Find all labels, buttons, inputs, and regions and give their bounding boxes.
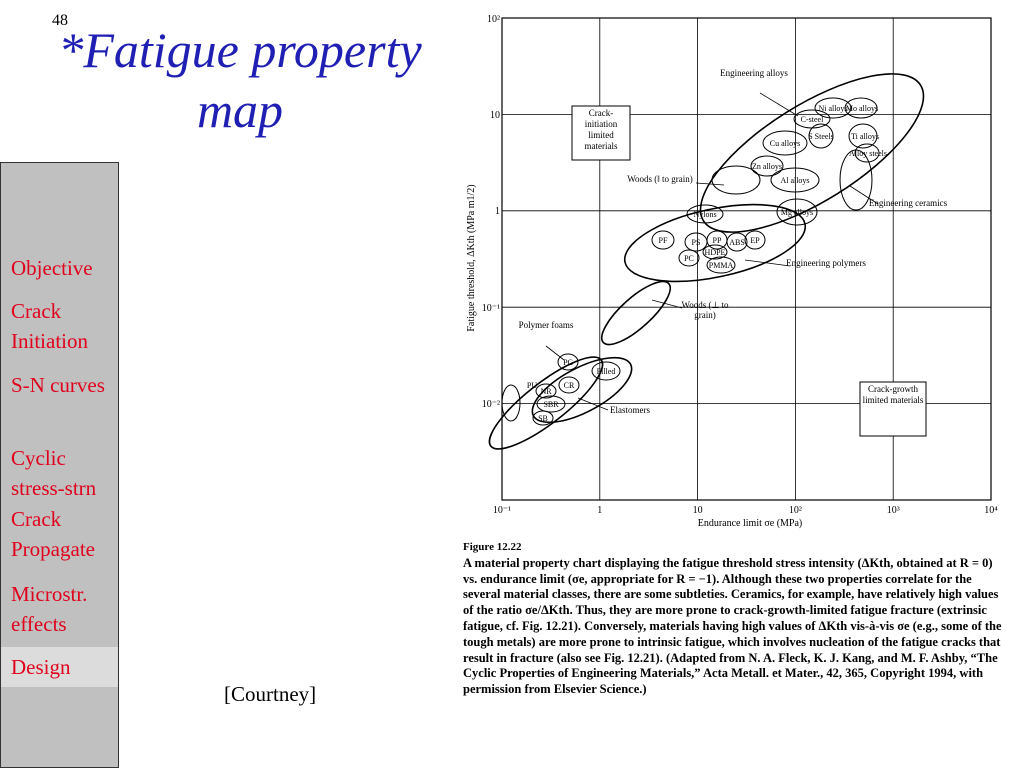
figure-caption-text: A material property chart displaying the fatigue threshold stress intensity (ΔKth, obtained at R = 0) vs. endurance limit (σe, appropriate for R = −1). Although these two properties correlate for the several material classes, there are some subtleties. Ceramics, for example, have relatively high values of the ratio σe/ΔKth. Thus, they are more prone to crack-growth-limited fatigue fracture (extrinsic fatigue, cf. Fig. 12.21). Conversely, materials having high values of ΔKth vis-à-vis σe (e.g., some of the tough metals) are more prone to intrinsic fatigue, which involves nucleation of the fatigue cracks that result in fracture (also see Fig. 12.21). (Adapted from N. A. Fleck, K. J. Kang, and M. F. Ashby, “The Cyclic Properties of Engineering Materials,” Acta Metall. et Mater., 42, 365, Copyright 1994, with permission from Elsevier Science.) — [463, 555, 1002, 697]
y-tick-label: 10 — [490, 110, 500, 121]
sidebar-item-crack-propagate[interactable]: Crack Propagate — [11, 507, 95, 561]
sidebar-item-objective[interactable]: Objective — [11, 256, 93, 280]
x-tick-label: 10² — [788, 505, 802, 516]
figure-caption — [463, 540, 1008, 698]
crack-growth-box-label: Crack-growth limited materials — [862, 384, 924, 405]
material-label: S Steels — [808, 132, 834, 141]
material-label: Ti alloys — [851, 132, 879, 141]
figure-label: Figure 12.22 — [463, 541, 522, 553]
x-tick-label: 10 — [692, 505, 703, 516]
material-label: PF — [658, 236, 668, 245]
y-tick-label: 1 — [495, 206, 500, 217]
annotation-engineering-polymers: Engineering polymers — [786, 258, 866, 268]
material-label: Cu alloys — [769, 139, 801, 148]
woods-perp-envelope — [593, 272, 678, 353]
x-axis-label: Endurance limit σe (MPa) — [697, 518, 803, 529]
annotation-woods-parallel: Woods (‖ to grain) — [627, 174, 693, 184]
material-label: PC — [684, 254, 694, 263]
material-label: Ni alloys — [818, 104, 848, 113]
material-label: Nylons — [693, 210, 717, 219]
x-tick-labels — [493, 505, 998, 516]
material-bubble — [502, 385, 520, 421]
material-label: Zn alloys — [752, 162, 782, 171]
material-label: HDPE — [704, 248, 726, 257]
y-axis-label: Fatigue threshold, ΔKth (MPa m1/2) — [466, 184, 477, 332]
material-label: PMMA — [708, 261, 734, 270]
sidebar-item-microstructure-effects[interactable]: Microstr. effects — [11, 582, 88, 636]
crack-initiation-box-label: Crack-initiation limited materials — [584, 108, 618, 151]
annotation-engineering-ceramics: Engineering ceramics — [868, 198, 948, 208]
material-label: NR — [540, 387, 552, 396]
material-label: Alloy steels — [849, 149, 887, 158]
material-label: Mg alloys — [780, 208, 814, 217]
material-label: PP — [712, 236, 722, 245]
material-label: ABS — [729, 238, 745, 247]
material-label: PS — [691, 238, 701, 247]
material-label: SB — [538, 414, 548, 423]
sidebar-item-design[interactable]: Design — [1, 647, 118, 687]
credit-text: [Courtney] — [224, 682, 317, 706]
material-label: Filled — [596, 367, 616, 376]
material-label: Al alloys — [780, 176, 810, 185]
y-tick-label: 10⁻² — [481, 399, 500, 410]
material-label: PU — [526, 381, 538, 390]
x-tick-label: 10⁴ — [984, 505, 998, 516]
material-label: SBR — [543, 400, 559, 409]
material-label: CR — [563, 381, 575, 390]
slide-number: 48 — [52, 12, 68, 29]
material-label: Mo alloys — [845, 104, 879, 113]
material-label: EP — [750, 236, 760, 245]
annotation-woods-perp: Woods (⊥ to grain) — [681, 300, 729, 320]
sidebar-item-crack-initiation[interactable]: Crack Initiation — [11, 299, 88, 353]
x-tick-label: 10³ — [886, 505, 900, 516]
y-tick-label: 10² — [487, 14, 500, 25]
fatigue-property-chart — [460, 8, 1020, 538]
y-tick-labels — [482, 14, 500, 410]
y-tick-label: 10⁻¹ — [481, 303, 500, 314]
x-tick-label: 10⁻¹ — [492, 505, 512, 516]
material-label: PC — [563, 358, 573, 367]
sidebar — [0, 162, 119, 768]
annotation-elastomers: Elastomers — [610, 405, 650, 415]
annotation-engineering-alloys: Engineering alloys — [720, 68, 788, 78]
slide-title: *Fatigue property map — [58, 22, 422, 138]
x-tick-label: 1 — [597, 505, 603, 516]
annotation-polymer-foams: Polymer foams — [518, 320, 574, 330]
sidebar-item-cyclic-stress-strain[interactable]: Cyclic stress-strn — [11, 446, 97, 500]
sidebar-item-s-n-curves[interactable]: S-N curves — [11, 373, 105, 397]
material-label: C-steel — [800, 115, 824, 124]
